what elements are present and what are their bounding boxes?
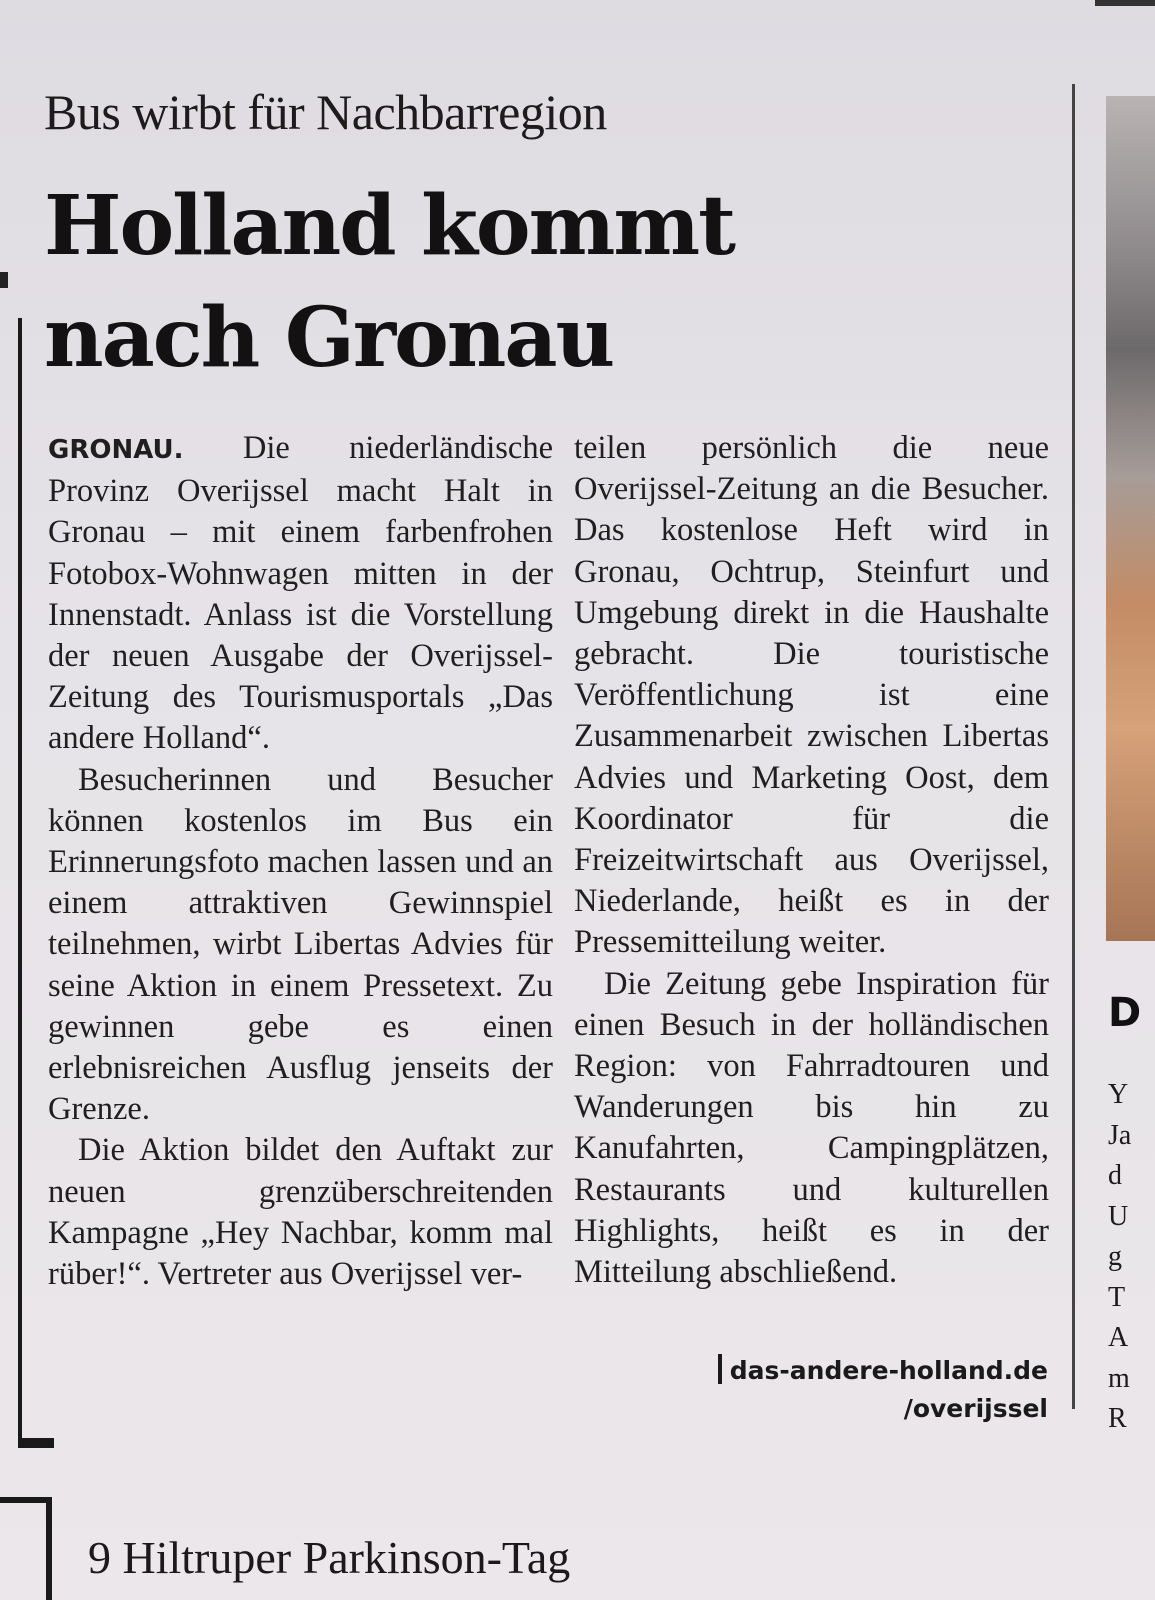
article-column-2	[574, 428, 1049, 1293]
link-marker	[718, 1354, 722, 1384]
headline-line-1: Holland kommt	[44, 178, 735, 274]
paragraph-2: Besucherinnen und Besucher können kostenlos im Bus ein Erinnerungsfoto machen lassen und an einem attraktiven Gewinnspiel teilnehmen, wirbt Libertas Advies für seine Aktion in einem Pressetext. Zu gewinnen gebe es einen erlebnisreichen Ausflug jenseits der Grenze.	[48, 761, 553, 1128]
bottom-left-rule	[0, 1497, 52, 1600]
paragraph-5: Die Zeitung gebe Inspiration für einen Besuch in der holländischen Region: von Fahrradtouren und Wanderungen bis hin zu Kanufahrten, Campingplätzen, Restaurants und kulturellen Highlights, heißt es in der Mitteilung abschließend.	[574, 965, 1049, 1291]
side-line: R	[1108, 1403, 1127, 1434]
side-line: m	[1108, 1362, 1130, 1394]
headline-line-2: nach Gronau	[44, 290, 614, 386]
adjacent-article-photo	[1106, 96, 1155, 941]
side-line: g	[1108, 1241, 1122, 1272]
side-line: Ja	[1108, 1119, 1132, 1151]
paragraph-3: Die Aktion bildet den Auftakt zur neuen grenzüberschreitenden Kampagne „Hey Nachbar, komm mal rüber!“. Vertreter aus Overijssel ver-	[48, 1132, 553, 1293]
paragraph-4: teilen persönlich die neue Overijssel-Zeitung an die Besucher. Das kostenlose Heft wird in Gronau, Ochtrup, Steinfurt und Umgebung direkt in die Haushalte gebracht. Die touristische Veröffentlichung ist eine Zusammenarbeit zwischen Libertas Advies und Marketing Oost, dem Koordinator für die Freizeitwirtschaft aus Overijssel, Niederlande, heißt es in der Pressemitteilung weiter.	[574, 430, 1049, 961]
adjacent-article-text	[1108, 1075, 1155, 1440]
article-weblink	[600, 1352, 1048, 1428]
next-article-teaser	[88, 1528, 570, 1588]
paragraph-1-text: Die niederländische Provinz Overijssel macht Halt in Gronau – mit einem farbenfrohen Fotobox-Wohnwagen mitten in der Innenstadt. Anlass ist die Vorstellung der neuen Ausgabe der Overijssel-Zeitung des Tourismusportals „Das andere Holland“.	[48, 430, 553, 757]
left-edge-mark	[0, 272, 8, 288]
side-line: U	[1108, 1200, 1129, 1232]
teaser-title: Hiltruper Parkinson-Tag	[122, 1532, 571, 1583]
side-line: T	[1108, 1281, 1126, 1313]
dateline: GRONAU.	[48, 435, 184, 465]
side-line: Y	[1108, 1079, 1129, 1110]
side-line: A	[1108, 1322, 1129, 1353]
article-headline	[44, 170, 764, 394]
paragraph-1	[48, 428, 553, 760]
teaser-page-number: 9	[88, 1532, 111, 1583]
article-roofline: Bus wirbt für Nachbarregion	[44, 84, 607, 140]
side-line: d	[1108, 1160, 1122, 1191]
link-domain: das-andere-holland.de	[729, 1356, 1048, 1385]
article-column-1	[48, 428, 553, 1295]
link-path: /overijssel	[903, 1394, 1048, 1423]
top-edge-mark	[1095, 0, 1155, 6]
adjacent-article-heading: D	[1108, 990, 1142, 1036]
